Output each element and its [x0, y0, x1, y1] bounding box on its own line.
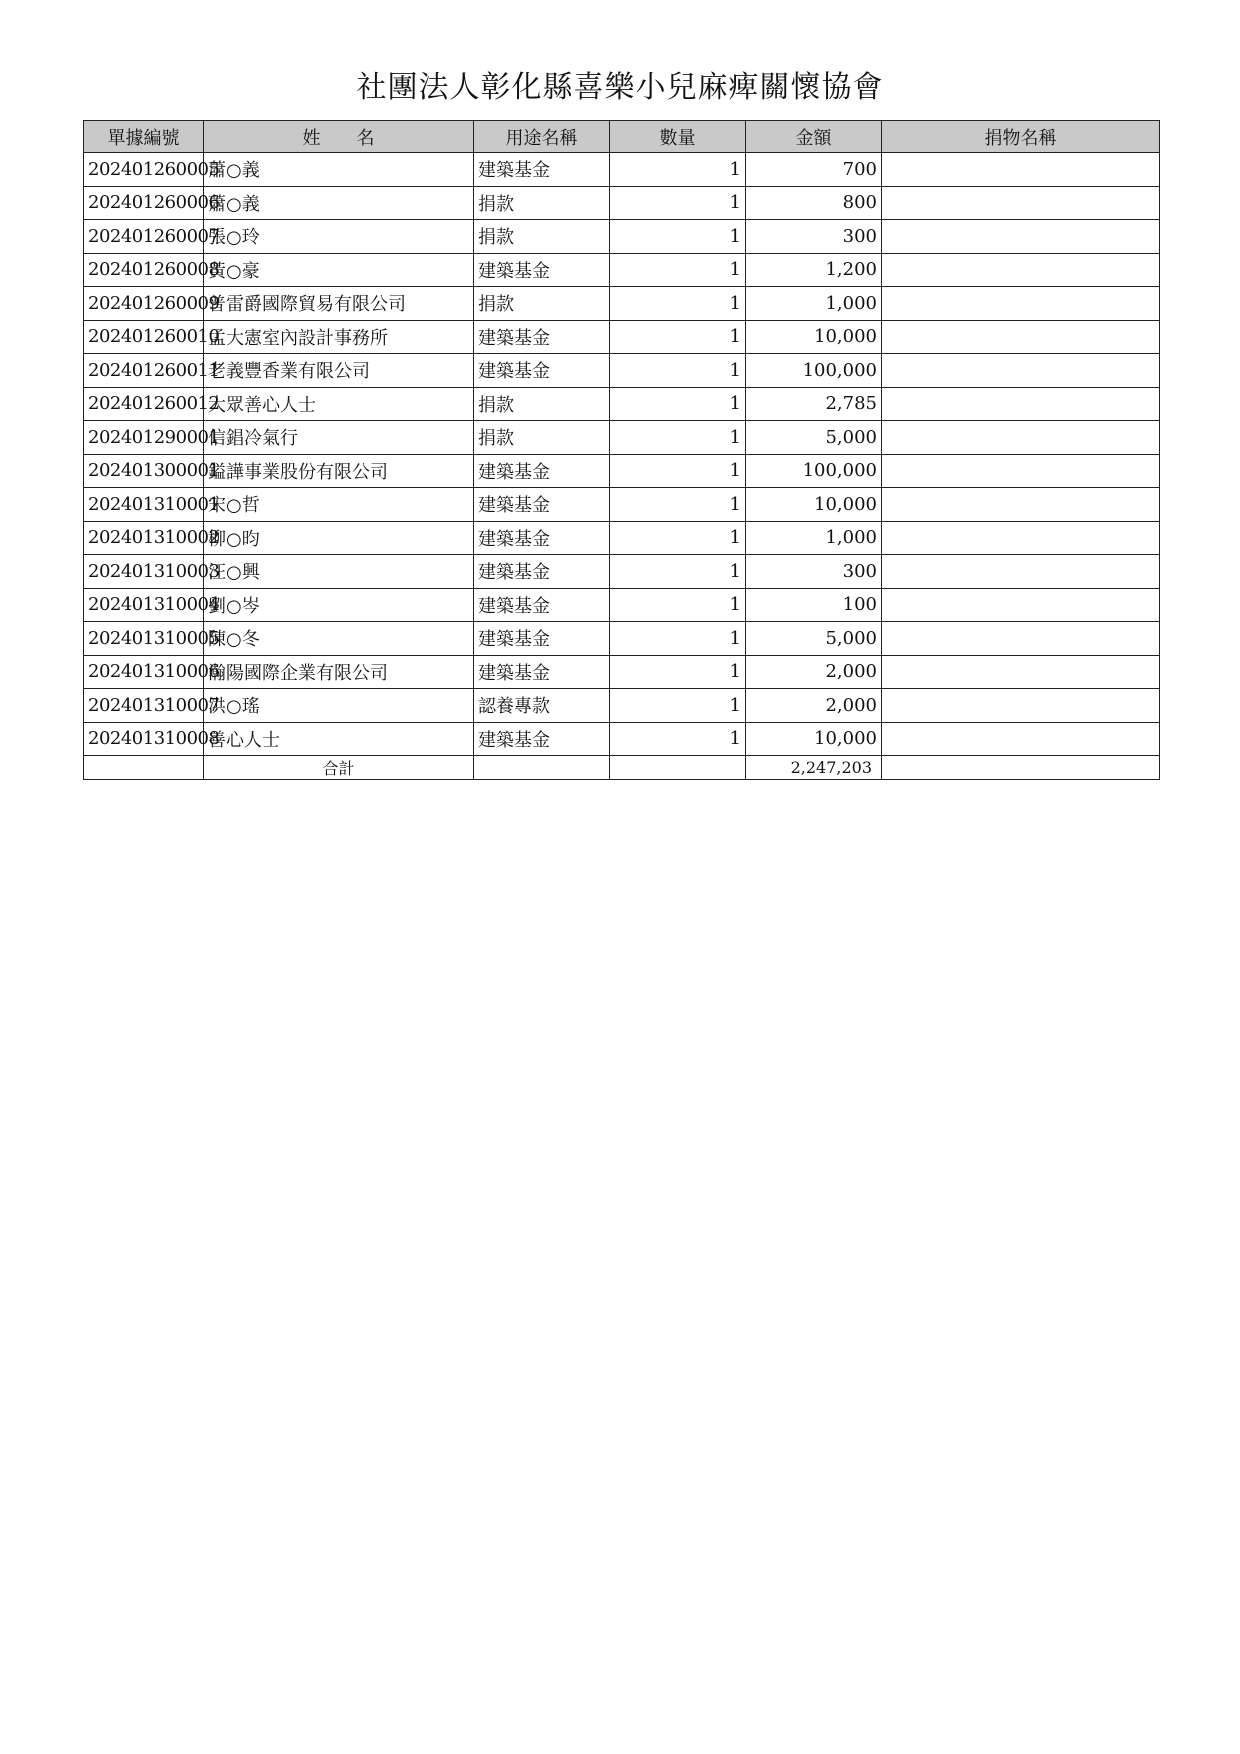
- quantity-cell: 1: [610, 320, 746, 354]
- amount-cell: 1,000: [746, 521, 882, 555]
- amount-cell: 5,000: [746, 622, 882, 656]
- amount-cell: 100: [746, 588, 882, 622]
- donor-name-cell: 蕭○義: [204, 153, 474, 187]
- header-receipt-no: 單據編號: [84, 121, 204, 153]
- header-item-name: 捐物名稱: [882, 121, 1160, 153]
- purpose-cell: 捐款: [474, 421, 610, 455]
- donor-name-cell: 孟大憲室內設計事務所: [204, 320, 474, 354]
- donor-name-cell: 老義豐香業有限公司: [204, 354, 474, 388]
- table-row: [84, 622, 1160, 656]
- amount-cell: 100,000: [746, 354, 882, 388]
- receipt-no-cell: 202401310003: [84, 555, 204, 589]
- item-name-cell: [882, 220, 1160, 254]
- amount-cell: 10,000: [746, 320, 882, 354]
- header-quantity: 數量: [610, 121, 746, 153]
- item-name-cell: [882, 655, 1160, 689]
- table-header-row: [84, 121, 1160, 153]
- receipt-no-cell: 202401260006: [84, 186, 204, 220]
- donor-name-cell: 善心人士: [204, 722, 474, 756]
- amount-cell: 10,000: [746, 722, 882, 756]
- quantity-cell: 1: [610, 689, 746, 723]
- donor-name-cell: 信錩冷氣行: [204, 421, 474, 455]
- purpose-cell: 建築基金: [474, 454, 610, 488]
- amount-cell: 2,000: [746, 689, 882, 723]
- donor-name-cell: 大眾善心人士: [204, 387, 474, 421]
- quantity-cell: 1: [610, 186, 746, 220]
- donor-name-cell: 黃○豪: [204, 253, 474, 287]
- item-name-cell: [882, 320, 1160, 354]
- purpose-cell: 建築基金: [474, 588, 610, 622]
- purpose-cell: 建築基金: [474, 153, 610, 187]
- donor-name-cell: 劉○岑: [204, 588, 474, 622]
- item-name-cell: [882, 588, 1160, 622]
- total-empty-cell: [84, 756, 204, 780]
- quantity-cell: 1: [610, 354, 746, 388]
- quantity-cell: 1: [610, 421, 746, 455]
- receipt-no-cell: 202401310002: [84, 521, 204, 555]
- receipt-no-cell: 202401260005: [84, 153, 204, 187]
- total-empty-cell: [474, 756, 610, 780]
- table-row: [84, 287, 1160, 321]
- receipt-no-cell: 202401260007: [84, 220, 204, 254]
- total-row: [84, 756, 1160, 780]
- item-name-cell: [882, 354, 1160, 388]
- purpose-cell: 建築基金: [474, 555, 610, 589]
- amount-cell: 2,000: [746, 655, 882, 689]
- purpose-cell: 建築基金: [474, 622, 610, 656]
- item-name-cell: [882, 287, 1160, 321]
- amount-cell: 10,000: [746, 488, 882, 522]
- receipt-no-cell: 202401290001: [84, 421, 204, 455]
- total-empty-cell: [610, 756, 746, 780]
- table-row: [84, 722, 1160, 756]
- item-name-cell: [882, 186, 1160, 220]
- quantity-cell: 1: [610, 555, 746, 589]
- quantity-cell: 1: [610, 655, 746, 689]
- receipt-no-cell: 202401310006: [84, 655, 204, 689]
- purpose-cell: 捐款: [474, 287, 610, 321]
- donor-name-cell: 宋○哲: [204, 488, 474, 522]
- amount-cell: 5,000: [746, 421, 882, 455]
- quantity-cell: 1: [610, 153, 746, 187]
- table-row: [84, 354, 1160, 388]
- amount-cell: 300: [746, 555, 882, 589]
- donor-name-cell: 汪○興: [204, 555, 474, 589]
- quantity-cell: 1: [610, 220, 746, 254]
- item-name-cell: [882, 622, 1160, 656]
- donor-name-cell: 柳○昀: [204, 521, 474, 555]
- item-name-cell: [882, 521, 1160, 555]
- amount-cell: 100,000: [746, 454, 882, 488]
- donation-table: [83, 120, 1160, 780]
- purpose-cell: 建築基金: [474, 488, 610, 522]
- table-body: [84, 153, 1160, 756]
- receipt-no-cell: 202401260012: [84, 387, 204, 421]
- table-row: [84, 521, 1160, 555]
- item-name-cell: [882, 722, 1160, 756]
- receipt-no-cell: 202401260011: [84, 354, 204, 388]
- table-row: [84, 153, 1160, 187]
- donor-name-cell: 蕭○義: [204, 186, 474, 220]
- quantity-cell: 1: [610, 588, 746, 622]
- purpose-cell: 認養專款: [474, 689, 610, 723]
- donor-name-cell: 瀚陽國際企業有限公司: [204, 655, 474, 689]
- table-row: [84, 689, 1160, 723]
- item-name-cell: [882, 253, 1160, 287]
- quantity-cell: 1: [610, 488, 746, 522]
- table-row: [84, 488, 1160, 522]
- quantity-cell: 1: [610, 287, 746, 321]
- total-amount: 2,247,203: [746, 756, 882, 780]
- table-row: [84, 387, 1160, 421]
- quantity-cell: 1: [610, 253, 746, 287]
- header-purpose: 用途名稱: [474, 121, 610, 153]
- amount-cell: 700: [746, 153, 882, 187]
- quantity-cell: 1: [610, 521, 746, 555]
- purpose-cell: 建築基金: [474, 655, 610, 689]
- item-name-cell: [882, 454, 1160, 488]
- table-row: [84, 655, 1160, 689]
- total-empty-cell: [882, 756, 1160, 780]
- table-row: [84, 588, 1160, 622]
- header-amount: 金額: [746, 121, 882, 153]
- page-title: 社團法人彰化縣喜樂小兒麻痺關懷協會: [356, 70, 884, 105]
- receipt-no-cell: 202401310004: [84, 588, 204, 622]
- table-row: [84, 220, 1160, 254]
- table-row: [84, 421, 1160, 455]
- amount-cell: 1,200: [746, 253, 882, 287]
- purpose-cell: 捐款: [474, 220, 610, 254]
- receipt-no-cell: 202401310008: [84, 722, 204, 756]
- table-row: [84, 454, 1160, 488]
- receipt-no-cell: 202401300001: [84, 454, 204, 488]
- header-name: 姓 名: [204, 121, 474, 153]
- purpose-cell: 捐款: [474, 186, 610, 220]
- amount-cell: 1,000: [746, 287, 882, 321]
- item-name-cell: [882, 689, 1160, 723]
- table-row: [84, 320, 1160, 354]
- item-name-cell: [882, 153, 1160, 187]
- receipt-no-cell: 202401260009: [84, 287, 204, 321]
- total-label: 合計: [204, 756, 474, 780]
- purpose-cell: 建築基金: [474, 521, 610, 555]
- amount-cell: 300: [746, 220, 882, 254]
- donor-name-cell: 鎰譁事業股份有限公司: [204, 454, 474, 488]
- receipt-no-cell: 202401260008: [84, 253, 204, 287]
- quantity-cell: 1: [610, 454, 746, 488]
- purpose-cell: 建築基金: [474, 253, 610, 287]
- receipt-no-cell: 202401310005: [84, 622, 204, 656]
- purpose-cell: 建築基金: [474, 354, 610, 388]
- amount-cell: 800: [746, 186, 882, 220]
- quantity-cell: 1: [610, 622, 746, 656]
- table-row: [84, 253, 1160, 287]
- purpose-cell: 捐款: [474, 387, 610, 421]
- item-name-cell: [882, 387, 1160, 421]
- donor-name-cell: 陳○冬: [204, 622, 474, 656]
- receipt-no-cell: 202401260010: [84, 320, 204, 354]
- table-row: [84, 555, 1160, 589]
- quantity-cell: 1: [610, 387, 746, 421]
- receipt-no-cell: 202401310007: [84, 689, 204, 723]
- donor-name-cell: 張○玲: [204, 220, 474, 254]
- item-name-cell: [882, 488, 1160, 522]
- purpose-cell: 建築基金: [474, 320, 610, 354]
- quantity-cell: 1: [610, 722, 746, 756]
- receipt-no-cell: 202401310001: [84, 488, 204, 522]
- amount-cell: 2,785: [746, 387, 882, 421]
- donor-name-cell: 普雷爵國際貿易有限公司: [204, 287, 474, 321]
- item-name-cell: [882, 555, 1160, 589]
- item-name-cell: [882, 421, 1160, 455]
- donor-name-cell: 洪○瑤: [204, 689, 474, 723]
- purpose-cell: 建築基金: [474, 722, 610, 756]
- table-row: [84, 186, 1160, 220]
